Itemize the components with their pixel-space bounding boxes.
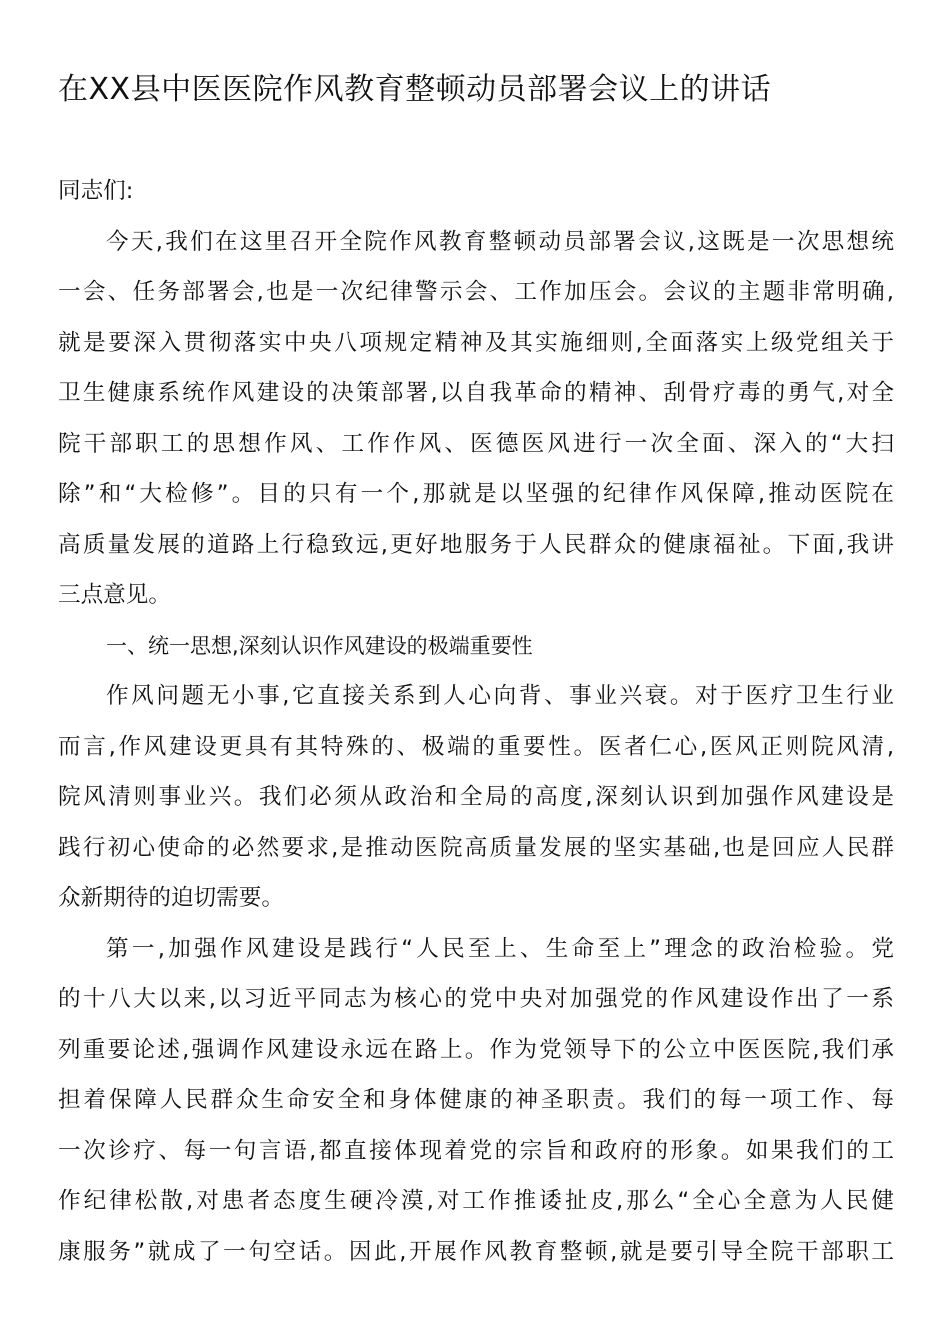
paragraph-line: 众新期待的迫切需要。 — [58, 885, 284, 911]
paragraph-line: 院风清则事业兴。我们必须从政治和全局的高度,深刻认识到加强作风建设是 — [58, 784, 894, 810]
paragraph-line: 作风问题无小事,它直接关系到人心向背、事业兴衰。对于医疗卫生行业 — [106, 683, 894, 709]
paragraph-line: 一会、任务部署会,也是一次纪律警示会、工作加压会。会议的主题非常明确, — [58, 279, 894, 305]
paragraph-line: 列重要论述,强调作风建设永远在路上。作为党领导下的公立中医医院,我们承 — [58, 1036, 894, 1063]
paragraph-line: 三点意见。 — [58, 582, 171, 608]
paragraph-line: 一次诊疗、每一句言语,都直接体现着党的宗旨和政府的形象。如果我们的工 — [58, 1137, 894, 1164]
paragraph-line: 院干部职工的思想作风、工作作风、医德医风进行一次全面、深入的“大扫 — [58, 430, 894, 457]
paragraph-line: 高质量发展的道路上行稳致远,更好地服务于人民群众的健康福祉。下面,我讲 — [58, 531, 894, 558]
paragraph-line: 担着保障人民群众生命安全和身体健康的神圣职责。我们的每一项工作、每 — [58, 1087, 894, 1113]
paragraph-line: 今天,我们在这里召开全院作风教育整顿动员部署会议,这既是一次思想统 — [106, 228, 894, 255]
paragraph-line: 而言,作风建设更具有其特殊的、极端的重要性。医者仁心,医风正则院风清, — [58, 733, 894, 760]
paragraph-line: 第一,加强作风建设是践行“人民至上、生命至上”理念的政治检验。党 — [106, 935, 894, 962]
paragraph-line: 的十八大以来,以习近平同志为核心的党中央对加强党的作风建设作出了一系 — [58, 986, 894, 1012]
paragraph-line: 卫生健康系统作风建设的决策部署,以自我革命的精神、刮骨疗毒的勇气,对全 — [58, 380, 894, 406]
paragraph-line: 践行初心使命的必然要求,是推动医院高质量发展的坚实基础,也是回应人民群 — [58, 834, 894, 861]
document-title: 在XX县中医医院作风教育整顿动员部署会议上的讲话 — [58, 72, 772, 107]
paragraph-line: 就是要深入贯彻落实中央八项规定精神及其实施细则,全面落实上级党组关于 — [58, 329, 894, 356]
salutation: 同志们: — [58, 178, 134, 204]
document-body — [58, 166, 894, 1277]
paragraph-line: 作纪律松散,对患者态度生硬冷漠,对工作推诿扯皮,那么“全心全意为人民健 — [58, 1188, 894, 1214]
paragraph-line: 康服务”就成了一句空话。因此,开展作风教育整顿,就是要引导全院干部职工 — [58, 1238, 894, 1265]
paragraph-line: 除”和“大检修”。目的只有一个,那就是以坚强的纪律作风保障,推动医院在 — [58, 481, 894, 507]
section-heading: 一、统一思想,深刻认识作风建设的极端重要性 — [106, 633, 533, 658]
